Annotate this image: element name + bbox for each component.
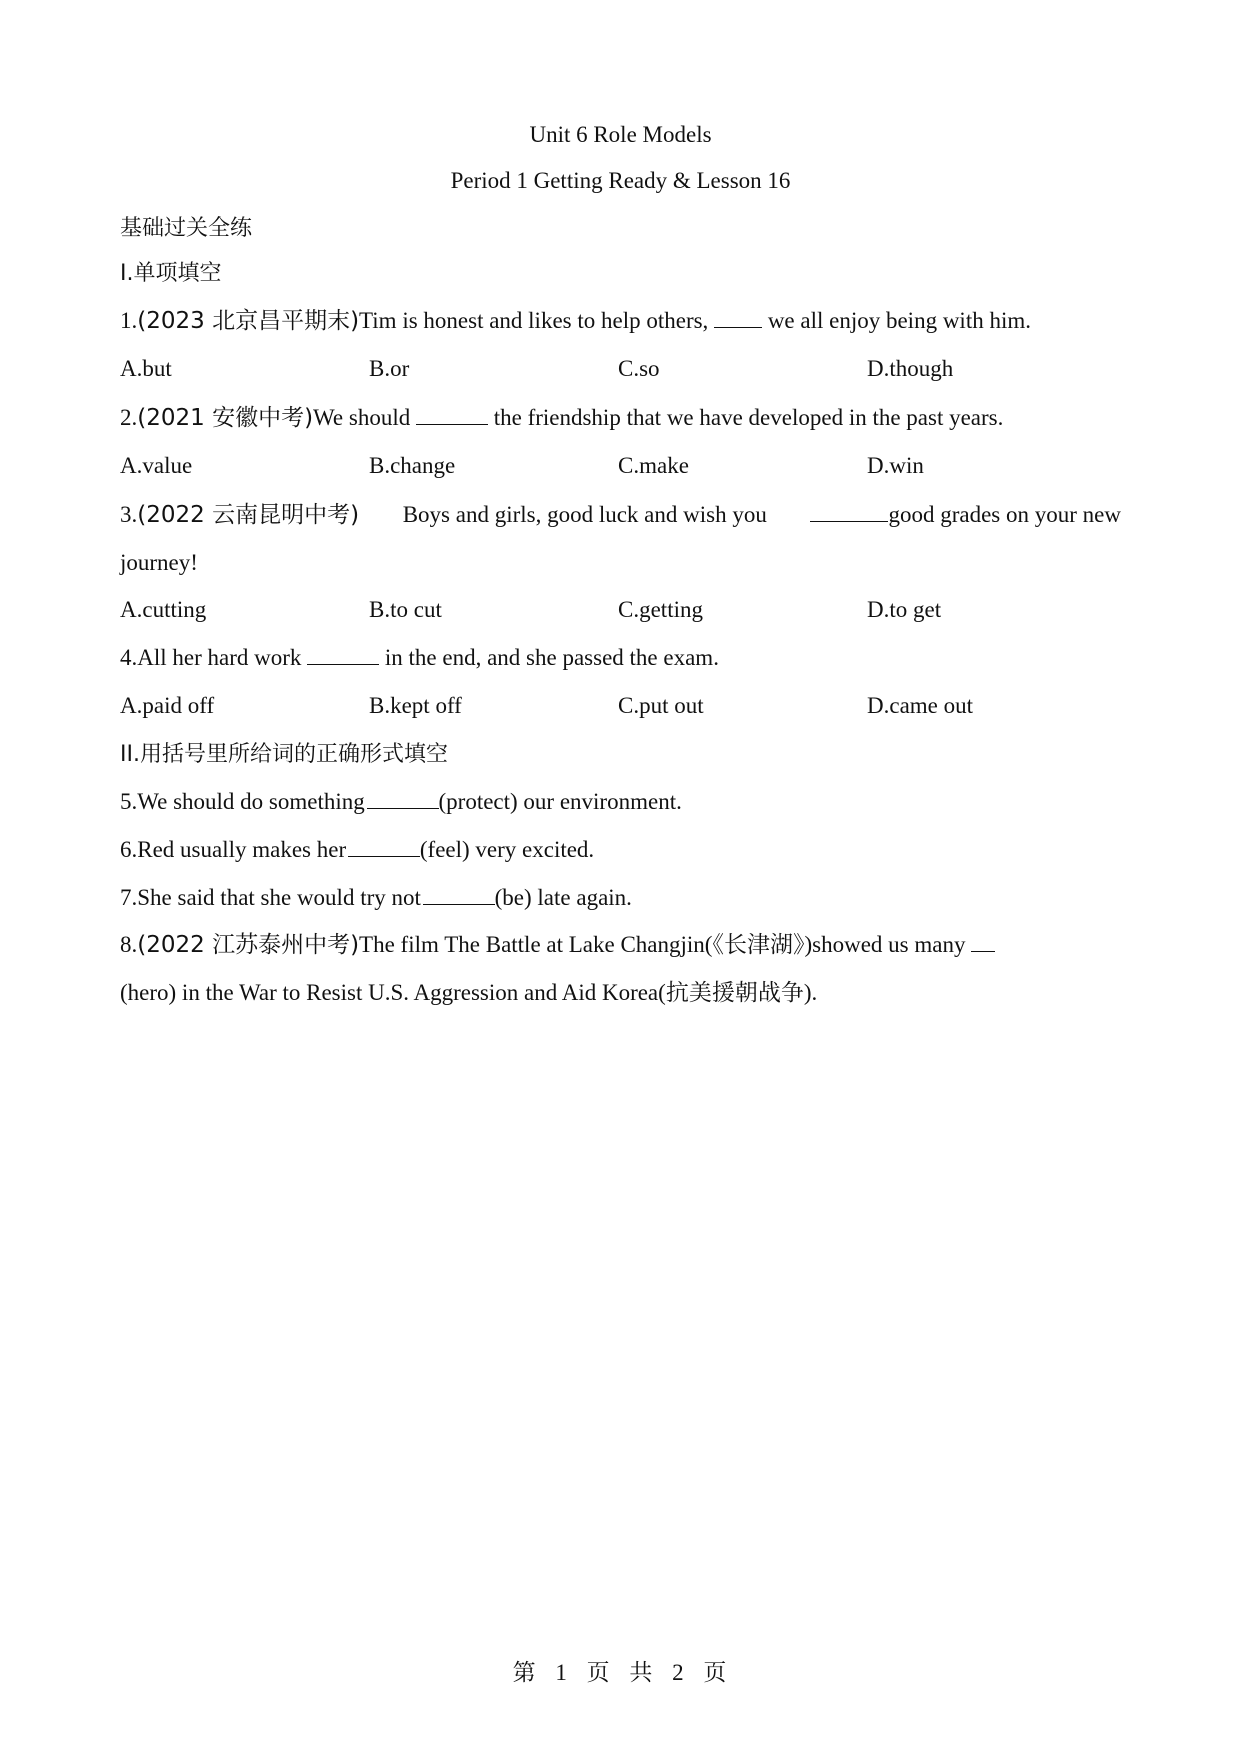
question-number: 1. (120, 308, 138, 333)
option-a[interactable]: A.paid off (120, 693, 215, 718)
option-b[interactable]: B.to cut (369, 597, 442, 622)
answer-blank[interactable] (971, 931, 995, 952)
section2-heading: II.用括号里所给词的正确形式填空 (120, 742, 448, 767)
option-b[interactable]: B.or (369, 356, 410, 381)
option-c[interactable]: C.put out (618, 693, 704, 718)
question-text: the friendship that we have developed in the past years. (493, 405, 1004, 430)
question-number: 3. (120, 502, 138, 527)
option-b[interactable]: B.change (369, 453, 456, 478)
option-a[interactable]: A.value (120, 453, 193, 478)
question-number: 2. (120, 405, 138, 430)
page-title: Unit 6 Role Models (529, 122, 712, 147)
option-d[interactable]: D.to get (867, 597, 942, 622)
page-subtitle: Period 1 Getting Ready & Lesson 16 (450, 168, 791, 193)
answer-blank[interactable] (423, 884, 495, 905)
exercise-group-heading: 基础过关全练 (120, 216, 253, 241)
question-text: (protect) our environment. (438, 789, 682, 814)
section1-heading: I.单项填空 (120, 261, 222, 286)
question-text: (hero) in the War to Resist U.S. Aggression and Aid Korea( (120, 980, 666, 1005)
question-source: (2021 安徽中考) (137, 405, 314, 431)
question-4 (120, 643, 719, 673)
option-b[interactable]: B.kept off (369, 693, 462, 718)
question-text: Boys and girls, good luck and wish you (402, 502, 767, 527)
question-text: (feel) very excited. (419, 837, 595, 862)
answer-blank[interactable] (810, 501, 888, 522)
question-8-continuation (120, 978, 817, 1008)
question-text: Tim is honest and likes to help others, (359, 308, 709, 333)
question-text: We should (313, 405, 411, 430)
option-d[interactable]: D.came out (867, 693, 974, 718)
question-text: ). (803, 980, 818, 1005)
question-7 (120, 883, 632, 913)
question-text: 7.She said that she would try not (120, 885, 421, 910)
question-text: in the end, and she passed the exam. (384, 645, 719, 670)
question-source: (2023 北京昌平期末) (137, 308, 360, 334)
question-text-cn: 抗美援朝战争 (665, 980, 804, 1006)
option-c[interactable]: C.make (618, 453, 689, 478)
question-text: 6.Red usually makes her (120, 837, 347, 862)
question-text: All her hard work (137, 645, 302, 670)
page-footer: 第 1 页 共 2 页 (512, 1660, 729, 1685)
option-c[interactable]: C.so (618, 356, 660, 381)
question-number: 4. (120, 645, 138, 670)
question-source: (2022 江苏泰州中考) (137, 932, 360, 958)
question-text: (be) late again. (494, 885, 632, 910)
question-text: we all enjoy being with him. (767, 308, 1031, 333)
answer-blank[interactable] (714, 307, 762, 328)
option-d[interactable]: D.win (867, 453, 924, 478)
question-text: 5.We should do something (120, 789, 365, 814)
question-3 (120, 500, 1121, 530)
question-text: )showed us many (804, 932, 966, 957)
answer-blank[interactable] (367, 788, 439, 809)
question-5 (120, 787, 682, 817)
option-c[interactable]: C.getting (618, 597, 703, 622)
question-number: 8. (120, 932, 138, 957)
answer-blank[interactable] (348, 836, 420, 857)
question-1 (120, 306, 1031, 336)
option-d[interactable]: D.though (867, 356, 954, 381)
question-text-cn: 《长津湖》 (712, 932, 805, 958)
question-text: The film The Battle at Lake Changjin( (359, 932, 713, 957)
question-source: (2022 云南昆明中考) (137, 502, 360, 528)
option-a[interactable]: A.cutting (120, 597, 207, 622)
question-3-continuation: journey! (120, 550, 198, 575)
answer-blank[interactable] (307, 644, 379, 665)
question-2 (120, 403, 1003, 433)
option-a[interactable]: A.but (120, 356, 172, 381)
question-text: good grades on your new (888, 502, 1121, 527)
question-8 (120, 930, 995, 960)
answer-blank[interactable] (416, 404, 488, 425)
question-6 (120, 835, 594, 865)
